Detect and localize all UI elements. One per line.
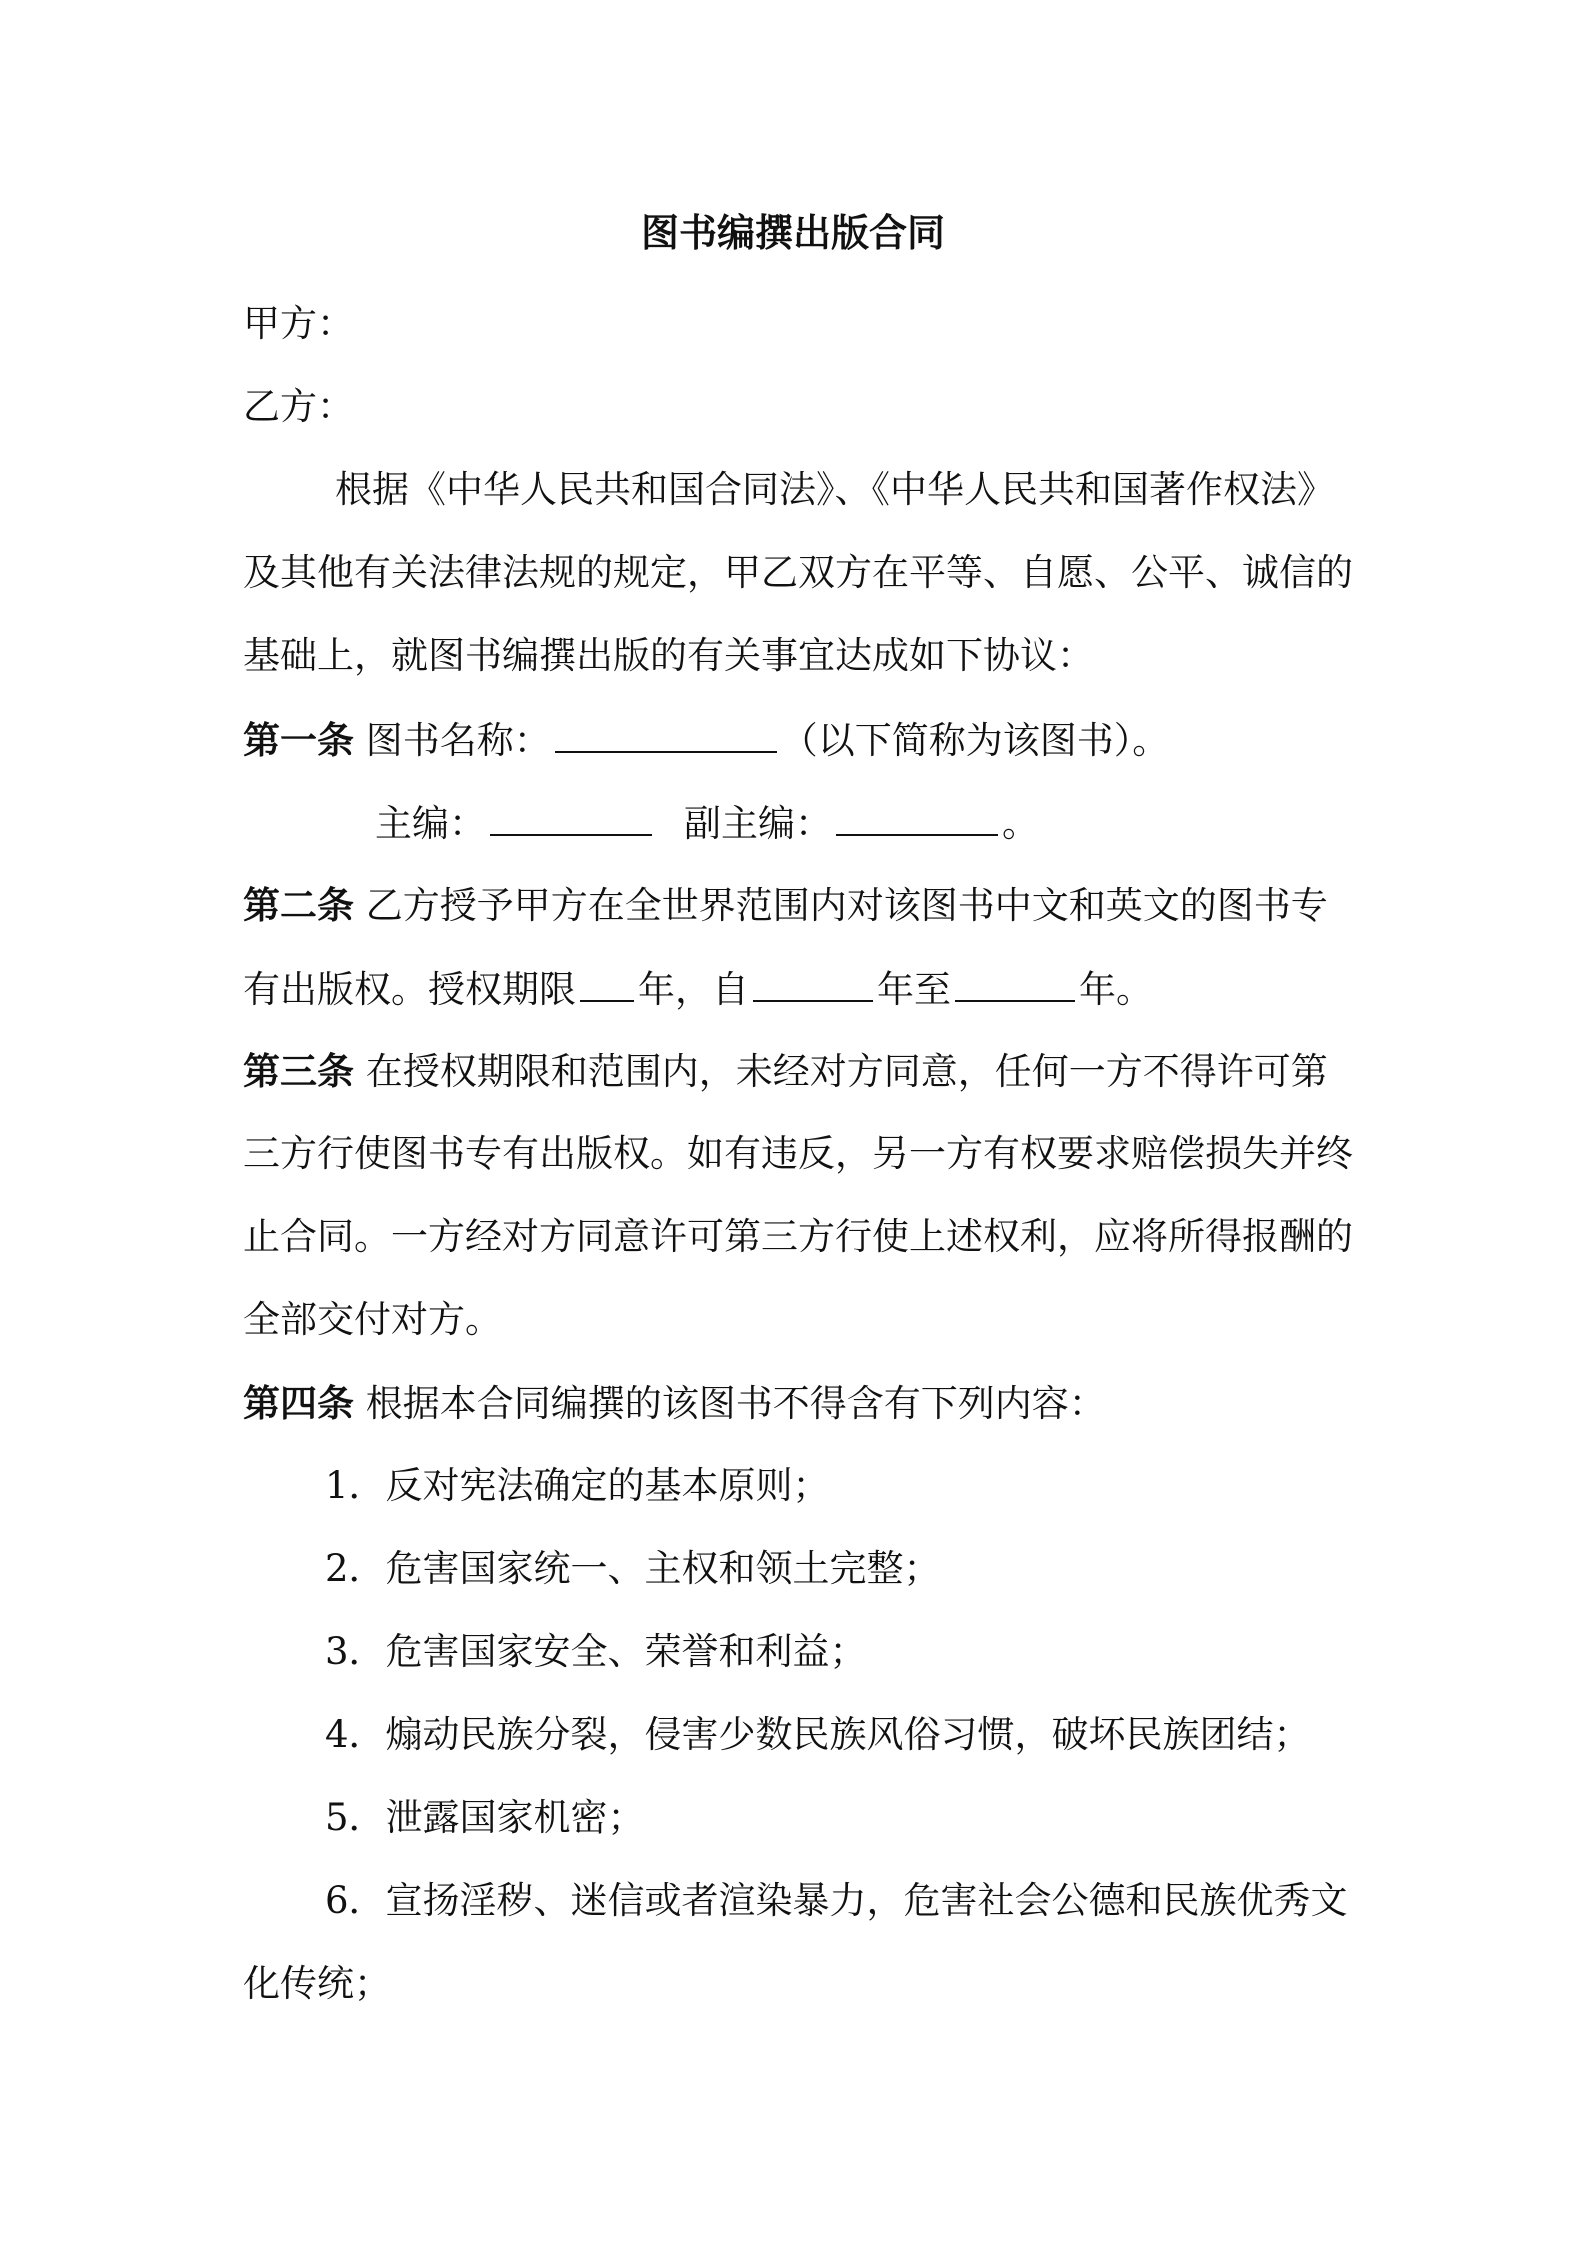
article-1-label: 第一条 bbox=[243, 718, 354, 762]
article-4-item-4: 4．煽动民族分裂，侵害少数民族风俗习惯，破坏民族团结； bbox=[325, 1713, 1311, 1756]
term-start-blank[interactable] bbox=[753, 960, 873, 1002]
article-4-line bbox=[243, 1375, 1363, 1432]
party-b-label: 乙方： bbox=[243, 385, 354, 428]
deputy-editor-label: 副主编： bbox=[684, 802, 832, 845]
article-4-item-2: 2．危害国家统一、主权和领土完整； bbox=[325, 1547, 941, 1590]
book-title-suffix: （以下简称为该图书）。 bbox=[780, 719, 1170, 762]
article-1-line bbox=[243, 711, 1363, 769]
term-end-blank[interactable] bbox=[955, 960, 1075, 1002]
article-2-text-1: 乙方授予甲方在全世界范围内对该图书中文和英文的图书专 bbox=[365, 884, 1328, 927]
editors-end: 。 bbox=[1002, 802, 1039, 845]
article-3-label: 第三条 bbox=[243, 1049, 354, 1093]
term-years-blank[interactable] bbox=[580, 960, 634, 1002]
chief-editor-blank[interactable] bbox=[490, 794, 652, 836]
term-from-label: 年，自 bbox=[638, 968, 749, 1011]
party-a-label: 甲方： bbox=[243, 302, 354, 345]
article-4-item-6: 6．宣扬淫秽、迷信或者渲染暴力，危害社会公德和民族优秀文 bbox=[325, 1879, 1348, 1922]
editors-line bbox=[375, 794, 1495, 852]
article-2-label: 第二条 bbox=[243, 883, 354, 927]
article-4-item-5: 5．泄露国家机密； bbox=[325, 1796, 645, 1839]
article-2-line-2 bbox=[243, 960, 1363, 1018]
article-3-line-4: 全部交付对方。 bbox=[243, 1298, 502, 1341]
preamble-line-2: 及其他有关法律法规的规定，甲乙双方在平等、自愿、公平、诚信的 bbox=[243, 551, 1353, 594]
article-2-line-1 bbox=[243, 877, 1363, 934]
article-3-line-1 bbox=[243, 1043, 1363, 1100]
book-title-label: 图书名称： bbox=[365, 719, 551, 762]
article-3-line-3: 止合同。一方经对方同意许可第三方行使上述权利，应将所得报酬的 bbox=[243, 1215, 1353, 1258]
article-3-line-2: 三方行使图书专有出版权。如有违反，另一方有权要求赔偿损失并终 bbox=[243, 1132, 1353, 1175]
article-4-item-6-cont: 化传统； bbox=[243, 1962, 391, 2005]
article-4-item-1: 1．反对宪法确定的基本原则； bbox=[325, 1464, 830, 1507]
preamble-line-3: 基础上，就图书编撰出版的有关事宜达成如下协议： bbox=[243, 634, 1094, 677]
chief-editor-label: 主编： bbox=[375, 802, 486, 845]
article-4-intro: 根据本合同编撰的该图书不得含有下列内容： bbox=[365, 1382, 1106, 1425]
preamble-line-1: 根据《中华人民共和国合同法》、《中华人民共和国著作权法》 bbox=[335, 468, 1334, 511]
book-title-blank[interactable] bbox=[555, 711, 777, 753]
document-title: 图书编撰出版合同 bbox=[640, 210, 945, 255]
term-label: 有出版权。授权期限 bbox=[243, 968, 576, 1011]
article-4-item-3: 3．危害国家安全、荣誉和利益； bbox=[325, 1630, 867, 1673]
article-3-text-1: 在授权期限和范围内，未经对方同意，任何一方不得许可第 bbox=[365, 1050, 1328, 1093]
deputy-editor-blank[interactable] bbox=[836, 794, 998, 836]
article-4-label: 第四条 bbox=[243, 1381, 354, 1425]
term-end-suffix: 年。 bbox=[1079, 968, 1153, 1011]
term-to-label: 年至 bbox=[877, 968, 951, 1011]
